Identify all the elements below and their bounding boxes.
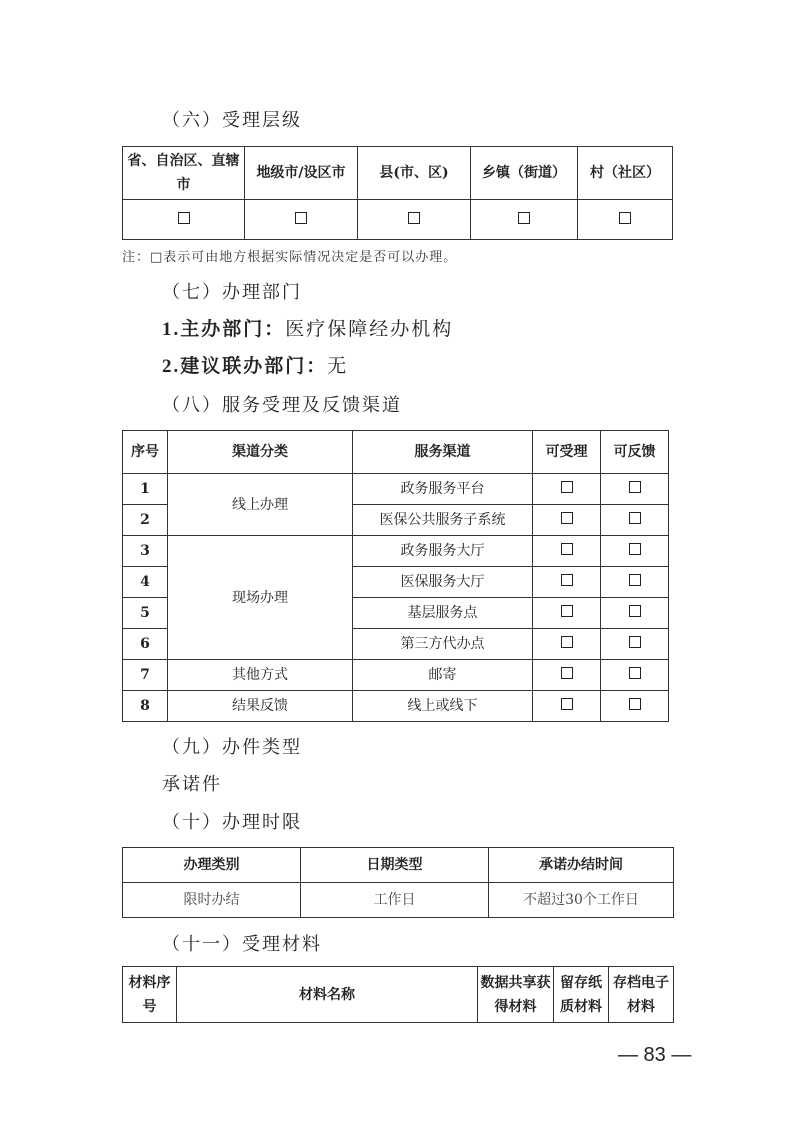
checkbox[interactable] (295, 212, 307, 224)
acceptance-level-table (122, 146, 673, 240)
section-8-heading: （八）服务受理及反馈渠道 (162, 395, 402, 416)
row-number: 6 (123, 629, 168, 660)
channel-category: 结果反馈 (168, 691, 353, 722)
channel-category: 线上办理 (168, 474, 353, 536)
header-cell: 县(市、区) (358, 147, 471, 200)
feedback-checkbox[interactable] (629, 512, 641, 524)
header-cell: 序号 (123, 431, 168, 474)
table-note: 注：□表示可由地方根据实际情况决定是否可以办理。 (122, 250, 458, 265)
cell: 不超过30个工作日 (489, 883, 674, 918)
accept-checkbox[interactable] (561, 667, 573, 679)
main-department (162, 314, 453, 341)
service-channel: 线上或线下 (353, 691, 533, 722)
accept-checkbox[interactable] (561, 636, 573, 648)
service-channel: 政务服务大厅 (353, 536, 533, 567)
header-cell: 办理类别 (123, 848, 301, 883)
section-9-heading: （九）办件类型 (162, 737, 302, 758)
feedback-checkbox[interactable] (629, 667, 641, 679)
materials-table (122, 966, 674, 1023)
header-cell: 日期类型 (301, 848, 489, 883)
time-limit-table (122, 847, 674, 918)
header-cell: 渠道分类 (168, 431, 353, 474)
row-number: 7 (123, 660, 168, 691)
assist-department (162, 351, 348, 378)
header-cell: 可受理 (533, 431, 601, 474)
accept-checkbox[interactable] (561, 605, 573, 617)
cell: 工作日 (301, 883, 489, 918)
table-row (123, 536, 669, 567)
cell: 限时办结 (123, 883, 301, 918)
service-channel: 第三方代办点 (353, 629, 533, 660)
accept-checkbox[interactable] (561, 574, 573, 586)
row-number: 2 (123, 505, 168, 536)
checkbox[interactable] (408, 212, 420, 224)
section-6-heading: （六）受理层级 (162, 110, 302, 131)
header-cell: 村（社区） (578, 147, 673, 200)
feedback-checkbox[interactable] (629, 543, 641, 555)
feedback-checkbox[interactable] (629, 481, 641, 493)
row-number: 3 (123, 536, 168, 567)
checkbox[interactable] (619, 212, 631, 224)
header-cell: 数据共享获得材料 (478, 967, 554, 1023)
section-7-heading: （七）办理部门 (162, 282, 302, 303)
assist-department-value: 无 (327, 355, 349, 377)
header-cell: 服务渠道 (353, 431, 533, 474)
service-channel: 邮寄 (353, 660, 533, 691)
service-channel-table (122, 430, 669, 722)
main-department-label: 1.主办部门： (162, 319, 286, 340)
section-11-heading: （十一）受理材料 (162, 934, 322, 955)
table-row (123, 691, 669, 722)
header-cell: 材料名称 (177, 967, 478, 1023)
row-number: 4 (123, 567, 168, 598)
assist-department-label: 2.建议联办部门： (162, 356, 328, 377)
feedback-checkbox[interactable] (629, 698, 641, 710)
header-cell: 承诺办结时间 (489, 848, 674, 883)
channel-category: 其他方式 (168, 660, 353, 691)
accept-checkbox[interactable] (561, 543, 573, 555)
service-channel: 医保公共服务子系统 (353, 505, 533, 536)
accept-checkbox[interactable] (561, 698, 573, 710)
row-number: 5 (123, 598, 168, 629)
feedback-checkbox[interactable] (629, 605, 641, 617)
header-cell: 乡镇（街道） (471, 147, 578, 200)
header-cell: 可反馈 (601, 431, 669, 474)
row-number: 8 (123, 691, 168, 722)
row-number: 1 (123, 474, 168, 505)
accept-checkbox[interactable] (561, 512, 573, 524)
main-department-value: 医疗保障经办机构 (285, 318, 454, 340)
feedback-checkbox[interactable] (629, 636, 641, 648)
header-cell: 省、自治区、直辖市 (123, 147, 245, 200)
table-row (123, 660, 669, 691)
header-cell: 存档电子材料 (609, 967, 674, 1023)
accept-checkbox[interactable] (561, 481, 573, 493)
page-number: — 83 — (618, 1044, 692, 1066)
checkbox[interactable] (518, 212, 530, 224)
service-channel: 医保服务大厅 (353, 567, 533, 598)
feedback-checkbox[interactable] (629, 574, 641, 586)
section-10-heading: （十）办理时限 (162, 812, 302, 833)
table-row (123, 474, 669, 505)
channel-category: 现场办理 (168, 536, 353, 660)
service-channel: 基层服务点 (353, 598, 533, 629)
service-channel: 政务服务平台 (353, 474, 533, 505)
header-cell: 地级市/设区市 (245, 147, 358, 200)
case-type-value: 承诺件 (162, 774, 222, 795)
header-cell: 材料序号 (123, 967, 177, 1023)
header-cell: 留存纸质材料 (554, 967, 609, 1023)
checkbox[interactable] (178, 212, 190, 224)
